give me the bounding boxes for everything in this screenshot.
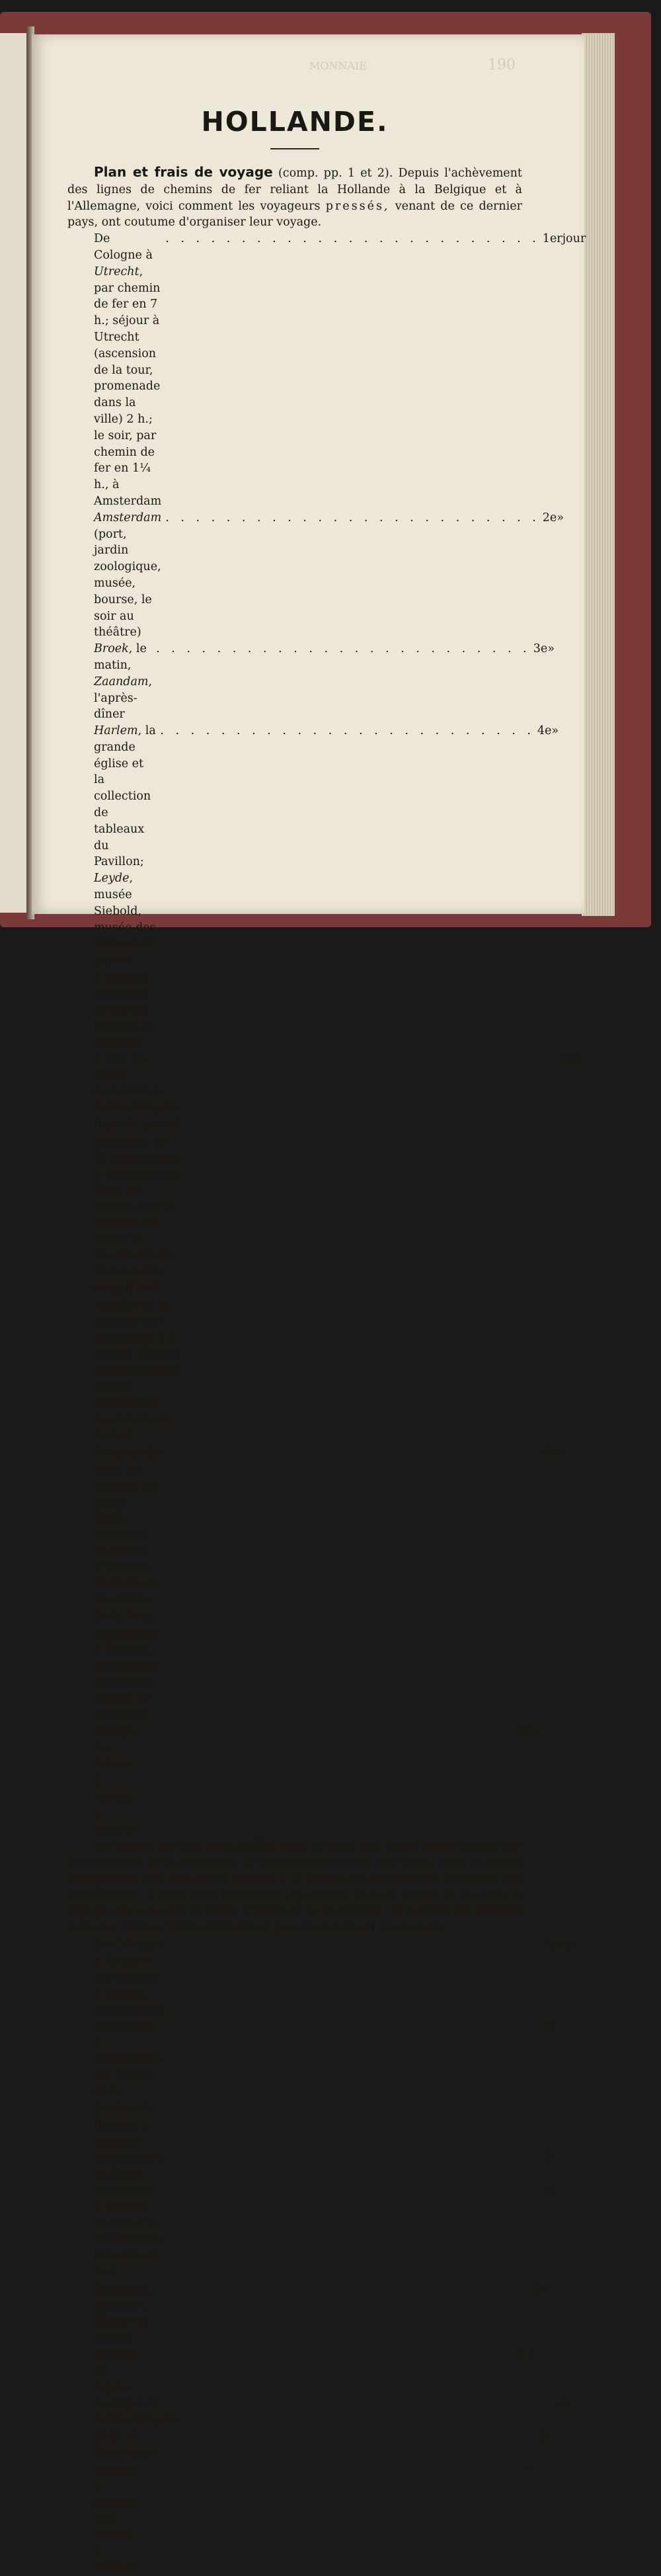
place-name: Anvers	[94, 1823, 135, 1837]
itinerary-text: , la grande église et la collection de tableaux du Pavillon;	[94, 724, 156, 869]
bleed-through-page-number: 190	[488, 57, 516, 73]
day-unit: »	[526, 2347, 534, 2361]
place-name: Utrecht	[104, 2200, 150, 2214]
day-number: 5e	[561, 1052, 576, 1066]
itinerary-description	[94, 1936, 165, 2018]
day-unit: »	[557, 511, 564, 524]
itinerary-description	[94, 2149, 161, 2182]
itinerary-description	[94, 1051, 180, 1444]
itinerary-description	[94, 2347, 138, 2395]
day-number: 6e	[541, 1446, 556, 1460]
day-unit: »	[549, 2151, 557, 2165]
paragraph2-text-b: du caractère de la Hollande, de ses paysages et de ses villes; mais le rapide changement des situations fatigue à la longue et empêche de recueillir ses impressions. Il sera bien préférable d'y mettre plus de temps et de faire le voyage par eau sur le Rhin, l'Yssel et le Zuiderzée, et surtout de pousser jusqu'au Helder. Voici comment on pourra distribuer son temps:	[67, 1856, 522, 1935]
day-unit: »	[549, 2184, 557, 2198]
bleed-through-header: MONNAIE	[309, 60, 368, 72]
day-number: 1er	[542, 232, 563, 246]
itinerary-text: De Cologne à	[94, 1938, 162, 1968]
itinerary-entry	[67, 510, 564, 641]
page-reference: (comp. pp. 1 et 2).	[278, 167, 393, 180]
day-unit: »	[549, 2020, 557, 2034]
itinerary-description	[94, 723, 156, 1051]
leader-dots: . . . . . . . . . . . . . . . . . . . . . . . . .	[165, 2020, 540, 2034]
leader-dots: . . . . . . . . . . . . . . . . . . . . . . . . .	[184, 1052, 559, 1066]
place-name: Scheveningen	[94, 2413, 176, 2427]
place-name: Zuiderzée	[94, 2102, 153, 2116]
day-number: 1	[520, 2462, 528, 2476]
intro-text: Depuis l'achèvement des lignes de chemins de fer reliant la Hollande à la Belgique et à l'Allemagne, voici comment les voyageurs	[67, 167, 522, 213]
day-number: 4e	[537, 724, 552, 738]
day-unit: »	[575, 1052, 583, 1066]
place-name: Delft	[94, 2429, 123, 2443]
place-name: Utrecht	[94, 265, 139, 278]
leader-dots: . . . . . . . . . . . . . . . . . . . . . . . . .	[165, 2184, 540, 2198]
place-name: Harlem	[94, 2347, 138, 2361]
intro-paragraph	[67, 164, 522, 231]
itinerary-entry	[67, 1936, 577, 2018]
itinerary-text: , bain de mer et déjeuner; de là, promenade à la Maison du Bois. Au musée, voir le taureau de Potter et l'anatomie de Rembrandt; coup-d'oeil rapide sur le cabinet des curiosités; à 4 heures dîner à Scheveningen; le soir, promenade aux bords de la mer	[94, 1101, 180, 1443]
itinerary-text: , ascension de la tour, monument d'Érasme; promenade en ville et le long de la Meuse	[94, 1577, 161, 1722]
leader-dots: . . . . . . . . . . . . . . . . . . . . . . . . .	[160, 2429, 535, 2443]
itinerary-text: ,	[148, 2282, 153, 2296]
day-number: 1	[542, 2020, 550, 2034]
itinerary-description	[94, 2429, 157, 2462]
page-title: HOLLANDE.	[201, 106, 389, 138]
place-name: Leyde	[94, 872, 130, 886]
day-unit: »	[547, 642, 555, 656]
leader-dots: . . . . . . . . . . . . . . . . . . . . . . . . .	[165, 511, 540, 524]
itinerary-description	[94, 510, 161, 641]
day-unit: »	[564, 2397, 572, 2411]
itinerary-entry	[67, 231, 586, 510]
day-number: 2	[557, 2397, 565, 2411]
itinerary-description	[94, 2182, 161, 2281]
itinerary-text: , l'après-dîner	[94, 675, 153, 722]
place-name: Leyde	[94, 2380, 130, 2394]
itinerary-text: , par chemin de fer en 7 h.; séjour à Utrecht (ascension de la tour, promenade dans la ville) 2 h.; le soir, par chemin de fer en 1¼ h., à Amsterdam	[94, 265, 162, 508]
itinerary-description	[94, 641, 152, 723]
day-number: 3e	[533, 642, 548, 656]
itinerary-text: et le	[94, 2085, 120, 2099]
place-name: Yssel	[123, 2069, 154, 2083]
itinerary-text: et retour à Amsterdam (chemin de fer)	[94, 2216, 162, 2279]
leader-dots: . . . . . . . . . . . . . . . . . . . . . . . . .	[139, 1724, 515, 1738]
place-name: Anvers	[94, 2495, 135, 2509]
day-number: 7e	[517, 1724, 531, 1738]
place-name: Harlem	[94, 724, 138, 738]
itinerary-entry	[67, 1444, 563, 1724]
itinerary-text: Voyage par bateau à vapeur à	[94, 1724, 136, 1820]
itinerary-text: , le matin,	[94, 642, 147, 672]
itinerary-text: Voyage à	[94, 2462, 136, 2493]
itinerary-description	[94, 2462, 139, 2576]
place-name: Amsterdam	[94, 511, 162, 524]
day-number: 3	[542, 2151, 550, 2165]
day-unit: »	[531, 1724, 539, 1738]
day-number: 1	[545, 1938, 553, 1952]
place-name: Broek	[108, 2167, 144, 2181]
itinerary-text: De Cologne à	[94, 232, 153, 262]
title-rule	[270, 148, 319, 149]
place-name: Zaandam	[94, 675, 149, 688]
itinerary-text: et	[94, 2364, 106, 2378]
itinerary-description	[94, 1444, 161, 1724]
leader-dots: . . . . . . . . . . . . . . . . . . . . . . . . .	[141, 2347, 517, 2361]
itinerary-text: (port, jardin zoologique, musée, bourse, le soir au théâtre)	[94, 527, 161, 640]
day-unit: »	[545, 2429, 553, 2443]
day-number: 2e	[542, 511, 557, 524]
place-name: Rotterdam	[94, 2446, 157, 2460]
itinerary-text: (bateau à vapeur)	[94, 2118, 149, 2148]
second-paragraph	[67, 1838, 522, 1936]
day-number: 1	[542, 2184, 550, 2198]
place-name: Zaandam	[94, 2282, 149, 2296]
day-number: 1	[537, 2429, 545, 2443]
section-heading: Plan et frais de voyage	[94, 164, 273, 180]
itinerary-description	[94, 2281, 152, 2347]
itinerary-entry	[67, 1724, 539, 1839]
itinerary-text: , tombeau du prince d'Orange;	[94, 1511, 152, 1574]
itinerary-description	[94, 2395, 176, 2429]
leader-dots: . . . . . . . . . . . . . . . . . . . . . . . . .	[156, 642, 531, 656]
day-unit: »	[540, 2282, 548, 2296]
paragraph2-text-a: Ce voyage de sept jours suffira pour se faire une	[94, 1839, 382, 1853]
itinerary-text: (par bateau à vapeur)	[94, 2511, 139, 2575]
day-unit: »	[527, 2462, 535, 2476]
page-stack-edges	[582, 33, 615, 916]
itinerary-text: , musée Siebold, musée des antiquités, musée d'histoire naturelle; le soir au théâtre, à	[94, 872, 157, 1033]
itinerary-description	[94, 1724, 136, 1839]
itinerary-entry	[67, 2281, 548, 2347]
itinerary-entry	[67, 641, 555, 723]
itinerary-entry	[67, 2018, 557, 2149]
itinerary-entry	[67, 2395, 572, 2429]
day-unit: »	[555, 1446, 563, 1460]
intro-text-end: venant de ce dernier pays, ont coutume d'organiser leur voyage.	[67, 199, 522, 229]
place-name: La Haye	[94, 2397, 143, 2411]
itinerary-entry	[67, 2182, 557, 2281]
itinerary-text: et	[122, 2429, 138, 2443]
leader-dots: . . . . . . . . . . . . . . . . . . . . . . . . .	[156, 2282, 531, 2296]
place-name: Delft	[94, 1511, 123, 1525]
itinerary-text: ,	[143, 2298, 147, 2312]
itinerary-entry	[67, 2462, 535, 2576]
leader-dots: . . . . . . . . . . . . . . . . . . . . . . . . .	[165, 2151, 540, 2165]
itinerary-text: par bateau à vapeur, Hartjesberg	[94, 1970, 165, 2017]
spaced-phrase: idée superficielle	[385, 1839, 522, 1853]
itinerary-entry	[67, 2149, 557, 2182]
leader-dots: . . . . . . . . . . . . . . . . . . . . . . . . .	[168, 1938, 543, 1952]
itinerary-entry	[67, 2347, 534, 2395]
place-name: Rotterdam	[94, 1577, 157, 1591]
itinerary-entry	[67, 1051, 583, 1444]
itinerary-text: Excursion à	[94, 2184, 153, 2214]
itinerary-description	[94, 2018, 161, 2149]
page-text	[67, 99, 586, 2576]
itinerary-seven-days	[67, 231, 586, 1838]
day-number: 4	[533, 2282, 541, 2296]
place-name: Broek	[94, 642, 129, 656]
place-name: Helder	[94, 2315, 135, 2329]
itinerary-text: D'Arnhem à Amsterdam sur l'	[94, 2020, 162, 2083]
itinerary-text: et retour	[94, 2315, 150, 2345]
day-unit: jour	[553, 1938, 577, 1952]
itinerary-text: et	[94, 2167, 109, 2181]
left-page-edge	[0, 33, 28, 913]
day-unit: jour	[562, 232, 586, 246]
place-name: Arnhem	[104, 1954, 151, 1968]
day-number: 1	[519, 2347, 527, 2361]
leader-dots: . . . . . . . . . . . . . . . . . . . . . . . . .	[143, 2462, 518, 2476]
leader-dots: . . . . . . . . . . . . . . . . . . . . . . . . .	[164, 1446, 539, 1460]
itinerary-description	[94, 231, 161, 510]
place-name: Alkmaar	[94, 2298, 143, 2312]
place-name: Amsterdam	[94, 2151, 162, 2165]
itinerary-entry	[67, 2429, 553, 2462]
itinerary-by-water	[67, 1936, 577, 2576]
itinerary-entry	[67, 723, 559, 1051]
leader-dots: . . . . . . . . . . . . . . . . . . . . . . . . .	[160, 724, 535, 738]
leader-dots: . . . . . . . . . . . . . . . . . . . . . . . . .	[165, 232, 540, 246]
itinerary-text: A 6 h. du matin, excursion à	[94, 1052, 162, 1099]
leader-dots: . . . . . . . . . . . . . . . . . . . . . . . . .	[180, 2397, 555, 2411]
itinerary-text: Promenade dans les rues de La Haye;	[94, 1446, 161, 1509]
spaced-word: pressés,	[325, 199, 390, 213]
place-name: La Haye	[94, 1036, 143, 1050]
itinerary-text: et	[142, 2397, 158, 2411]
day-unit: »	[551, 724, 559, 738]
place-name: Scheveningen	[94, 1101, 176, 1115]
